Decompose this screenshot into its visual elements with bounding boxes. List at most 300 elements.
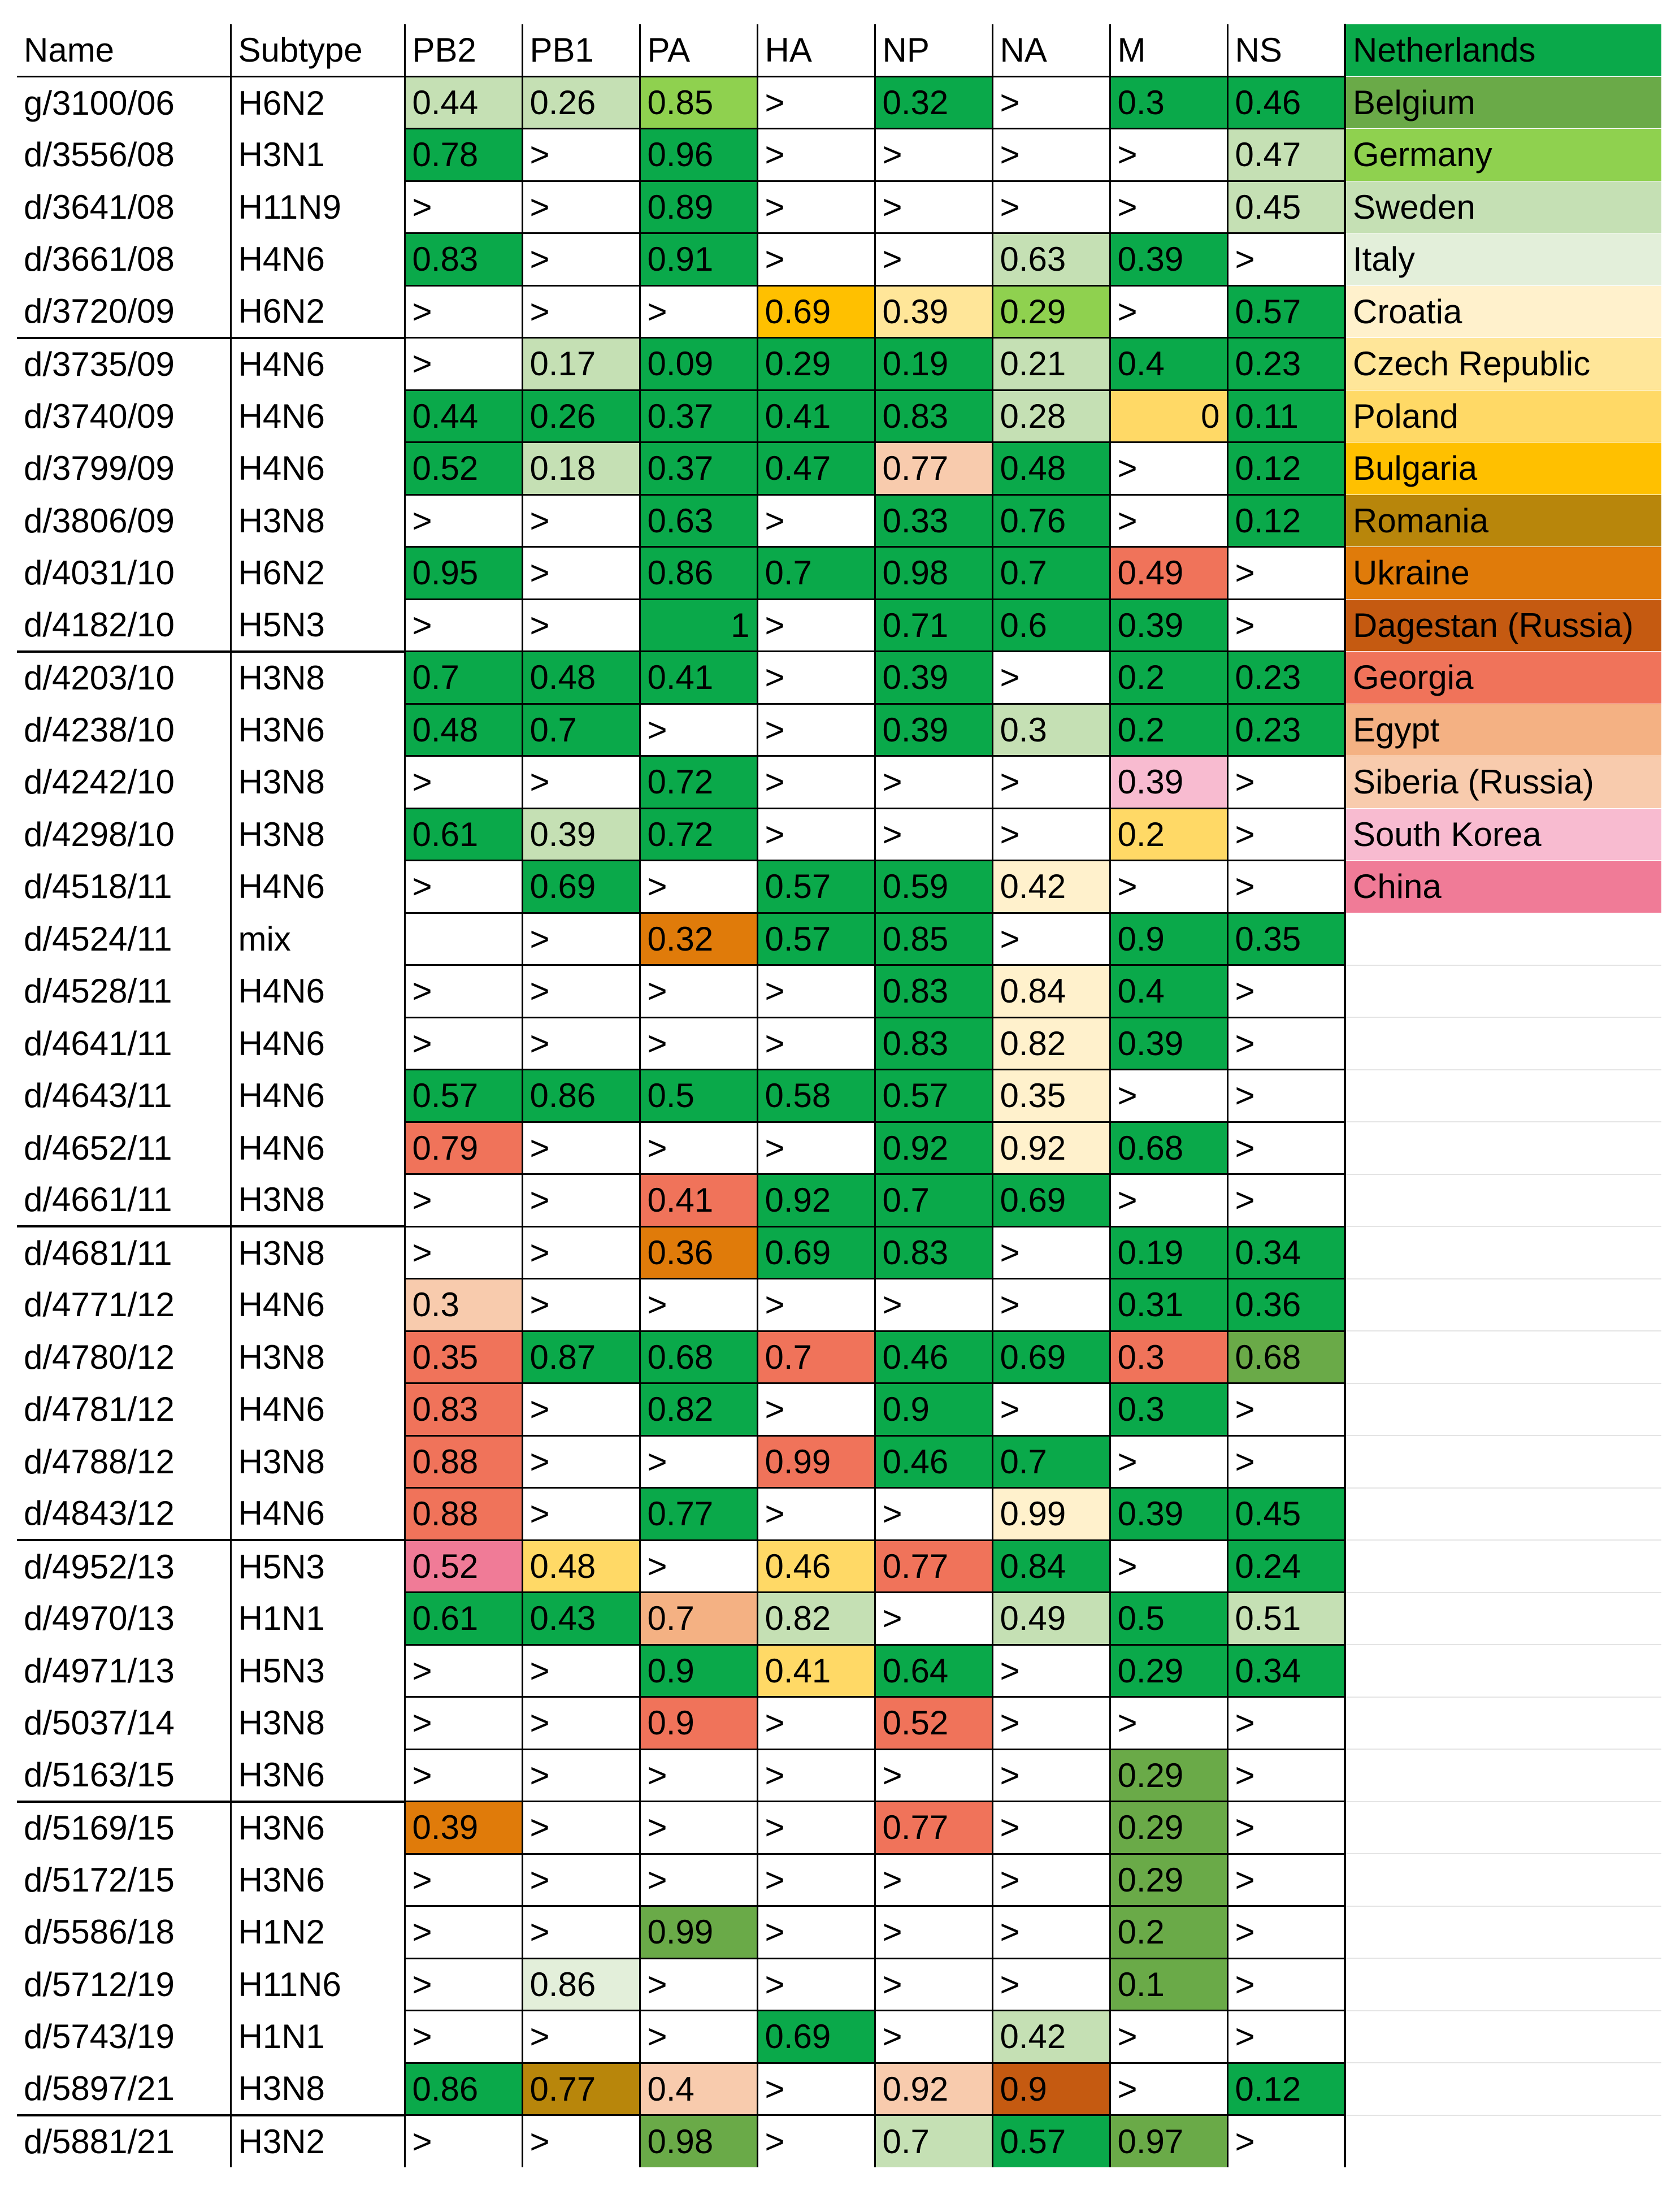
segment-cell: 0.84 (992, 1540, 1110, 1593)
segment-cell: > (757, 652, 875, 704)
row-subtype: H6N2 (231, 547, 405, 600)
row-subtype: H6N2 (231, 285, 405, 338)
row-subtype: H4N6 (231, 1122, 405, 1174)
table-row (17, 913, 1661, 965)
column-header: NP (875, 24, 992, 77)
row-name: d/4952/13 (17, 1540, 231, 1593)
segment-cell: 0.86 (640, 547, 757, 600)
segment-cell: 0.9 (640, 1697, 757, 1750)
column-header: PB2 (405, 24, 522, 77)
legend-entry: South Korea (1345, 808, 1661, 861)
segment-cell: > (640, 704, 757, 756)
segment-cell: > (640, 965, 757, 1018)
row-name: d/4242/10 (17, 756, 231, 809)
column-header: M (1110, 24, 1227, 77)
row-name: d/4661/11 (17, 1174, 231, 1227)
legend-blank (1345, 2011, 1661, 2063)
segment-cell: > (992, 652, 1110, 704)
segment-cell: 0.26 (522, 76, 640, 129)
table-row (17, 1174, 1661, 1227)
segment-cell: 0.7 (992, 547, 1110, 600)
segment-cell: > (522, 494, 640, 547)
segment-cell: 0.92 (875, 2063, 992, 2115)
segment-cell: 0.57 (875, 1070, 992, 1122)
segment-cell: 0.39 (405, 1802, 522, 1854)
row-subtype: H6N2 (231, 76, 405, 129)
segment-cell: > (1227, 1749, 1345, 1802)
legend-blank (1345, 1017, 1661, 1070)
segment-similarity-table (17, 24, 1661, 2167)
segment-cell: > (875, 1593, 992, 1645)
segment-cell: > (522, 1802, 640, 1854)
segment-cell: 0.83 (875, 390, 992, 443)
row-subtype: H3N8 (231, 1697, 405, 1750)
segment-cell: > (992, 129, 1110, 181)
segment-cell: 0.3 (1110, 1383, 1227, 1436)
segment-cell: 0.23 (1227, 338, 1345, 391)
segment-cell: 0.28 (992, 390, 1110, 443)
segment-cell: 0.91 (640, 233, 757, 286)
table-row (17, 704, 1661, 756)
legend-blank (1345, 1697, 1661, 1750)
segment-cell: 0.6 (992, 599, 1110, 652)
segment-cell: 0.44 (405, 390, 522, 443)
row-name: d/3661/08 (17, 233, 231, 286)
segment-cell: > (875, 1854, 992, 1906)
segment-cell: > (640, 1017, 757, 1070)
row-subtype: H1N1 (231, 1593, 405, 1645)
segment-cell: > (522, 285, 640, 338)
legend-entry: Czech Republic (1345, 338, 1661, 391)
segment-cell: 0.29 (1110, 1802, 1227, 1854)
segment-cell: > (405, 965, 522, 1018)
segment-cell: 0.68 (640, 1331, 757, 1383)
row-name: d/5743/19 (17, 2011, 231, 2063)
segment-cell: > (1227, 756, 1345, 809)
row-name: d/4971/13 (17, 1645, 231, 1697)
segment-cell: 0.84 (992, 965, 1110, 1018)
table-row (17, 2115, 1661, 2168)
row-name: d/5586/18 (17, 1906, 231, 1959)
legend-entry: China (1345, 861, 1661, 913)
segment-cell: > (1227, 1017, 1345, 1070)
segment-cell: > (522, 599, 640, 652)
row-subtype: H11N6 (231, 1958, 405, 2011)
table-row (17, 1226, 1661, 1279)
row-name: d/4843/12 (17, 1488, 231, 1541)
table-row (17, 1854, 1661, 1906)
table-row (17, 756, 1661, 809)
segment-cell: 0.51 (1227, 1593, 1345, 1645)
segment-cell: > (1227, 1174, 1345, 1227)
legend-blank (1345, 1435, 1661, 1488)
row-name: d/3799/09 (17, 443, 231, 495)
legend-blank (1345, 1540, 1661, 1593)
segment-cell: > (757, 1749, 875, 1802)
column-header: NA (992, 24, 1110, 77)
row-name: d/4970/13 (17, 1593, 231, 1645)
row-name: g/3100/06 (17, 76, 231, 129)
segment-cell: > (992, 76, 1110, 129)
segment-cell: 0.7 (640, 1593, 757, 1645)
segment-cell: 0.61 (405, 1593, 522, 1645)
segment-cell: 0.09 (640, 338, 757, 391)
legend-blank (1345, 1331, 1661, 1383)
segment-cell: 0.58 (757, 1070, 875, 1122)
segment-cell: 0.77 (875, 1802, 992, 1854)
segment-cell: 0.82 (757, 1593, 875, 1645)
table-row (17, 1749, 1661, 1802)
segment-cell: 0.69 (757, 285, 875, 338)
segment-cell: 0.48 (522, 652, 640, 704)
segment-cell: 0.4 (1110, 338, 1227, 391)
row-subtype: H4N6 (231, 965, 405, 1018)
segment-cell: > (640, 1958, 757, 2011)
segment-cell: > (875, 1958, 992, 2011)
segment-cell: 0.49 (992, 1593, 1110, 1645)
segment-cell: > (640, 2011, 757, 2063)
segment-cell: 0.72 (640, 756, 757, 809)
row-subtype: H3N6 (231, 1854, 405, 1906)
table-row (17, 1383, 1661, 1436)
segment-cell: 0.57 (992, 2115, 1110, 2168)
row-subtype: H3N6 (231, 704, 405, 756)
segment-cell: > (1110, 181, 1227, 233)
segment-cell: > (405, 1958, 522, 2011)
segment-cell: 0.7 (992, 1435, 1110, 1488)
segment-cell: 0.83 (875, 1017, 992, 1070)
row-subtype: H3N8 (231, 494, 405, 547)
segment-cell: > (522, 1854, 640, 1906)
row-name: d/3720/09 (17, 285, 231, 338)
segment-cell: > (875, 808, 992, 861)
segment-cell: 0.83 (405, 233, 522, 286)
segment-cell: 0.69 (757, 2011, 875, 2063)
segment-cell: > (522, 1279, 640, 1331)
table-row (17, 76, 1661, 129)
segment-cell: > (640, 285, 757, 338)
segment-cell: > (1227, 547, 1345, 600)
segment-cell: 0.5 (640, 1070, 757, 1122)
legend-blank (1345, 1854, 1661, 1906)
segment-cell: > (1110, 1540, 1227, 1593)
legend-blank (1345, 1802, 1661, 1854)
segment-cell: 0.18 (522, 443, 640, 495)
segment-cell: 0.82 (992, 1017, 1110, 1070)
row-name: d/5037/14 (17, 1697, 231, 1750)
table-row (17, 1593, 1661, 1645)
segment-cell: 0.32 (640, 913, 757, 965)
segment-cell: 0.69 (522, 861, 640, 913)
segment-cell: 0.3 (1110, 1331, 1227, 1383)
row-subtype: H5N3 (231, 1645, 405, 1697)
segment-cell: 0.41 (757, 390, 875, 443)
segment-cell: > (757, 76, 875, 129)
column-header: NS (1227, 24, 1345, 77)
legend-blank (1345, 1383, 1661, 1436)
legend-blank (1345, 1593, 1661, 1645)
segment-cell: 0.4 (1110, 965, 1227, 1018)
segment-cell: > (640, 861, 757, 913)
legend-entry: Romania (1345, 494, 1661, 547)
segment-cell: > (757, 233, 875, 286)
legend-entry: Siberia (Russia) (1345, 756, 1661, 809)
segment-cell: > (1227, 2115, 1345, 2168)
row-name: d/4031/10 (17, 547, 231, 600)
segment-cell: 0.34 (1227, 1645, 1345, 1697)
segment-cell: 0.88 (405, 1435, 522, 1488)
segment-cell: 0.32 (875, 76, 992, 129)
segment-cell: > (992, 1802, 1110, 1854)
row-subtype: H4N6 (231, 233, 405, 286)
header-row (17, 24, 1661, 77)
segment-cell: 0.98 (640, 2115, 757, 2168)
segment-cell: 0.69 (992, 1331, 1110, 1383)
segment-cell: > (405, 599, 522, 652)
row-subtype: H4N6 (231, 1070, 405, 1122)
segment-cell: 0.86 (522, 1070, 640, 1122)
segment-cell: 0.57 (757, 913, 875, 965)
segment-cell: 0.7 (757, 1331, 875, 1383)
segment-cell: > (757, 756, 875, 809)
segment-cell: 0.46 (875, 1331, 992, 1383)
segment-cell: > (640, 1279, 757, 1331)
table-row (17, 599, 1661, 652)
table-row (17, 861, 1661, 913)
segment-cell: 0.29 (992, 285, 1110, 338)
segment-cell: 0.7 (757, 547, 875, 600)
segment-cell: 0.42 (992, 861, 1110, 913)
segment-cell: 0.19 (1110, 1226, 1227, 1279)
segment-cell: > (875, 181, 992, 233)
row-subtype: H3N8 (231, 756, 405, 809)
segment-cell: 0.96 (640, 129, 757, 181)
table-row (17, 1802, 1661, 1854)
segment-cell: > (875, 233, 992, 286)
segment-cell: 0.63 (992, 233, 1110, 286)
segment-cell: 0.26 (522, 390, 640, 443)
row-name: d/4771/12 (17, 1279, 231, 1331)
segment-cell: 0.23 (1227, 652, 1345, 704)
segment-cell: > (1110, 2011, 1227, 2063)
segment-cell: 0.45 (1227, 1488, 1345, 1541)
segment-cell: 0.36 (1227, 1279, 1345, 1331)
legend-entry: Croatia (1345, 285, 1661, 338)
segment-cell: 0.48 (405, 704, 522, 756)
segment-cell: 0.29 (1110, 1645, 1227, 1697)
legend-entry: Georgia (1345, 652, 1661, 704)
segment-cell: 0.2 (1110, 808, 1227, 861)
segment-cell: > (875, 1906, 992, 1959)
column-header: PA (640, 24, 757, 77)
segment-cell: > (405, 494, 522, 547)
segment-cell: > (522, 1645, 640, 1697)
segment-cell: 0.41 (757, 1645, 875, 1697)
segment-cell: > (757, 181, 875, 233)
row-name: d/4681/11 (17, 1226, 231, 1279)
segment-cell: 0.39 (1110, 1488, 1227, 1541)
segment-cell: 0.57 (1227, 285, 1345, 338)
segment-cell: 0.12 (1227, 2063, 1345, 2115)
segment-cell: > (757, 1906, 875, 1959)
table-row (17, 1279, 1661, 1331)
table-row (17, 1540, 1661, 1593)
segment-cell: 0.46 (1227, 76, 1345, 129)
legend-blank (1345, 1749, 1661, 1802)
row-subtype: H3N1 (231, 129, 405, 181)
segment-cell: > (522, 1122, 640, 1174)
segment-cell: 0.2 (1110, 704, 1227, 756)
segment-cell: > (757, 704, 875, 756)
row-name: d/4780/12 (17, 1331, 231, 1383)
segment-cell: > (522, 1383, 640, 1436)
table-row (17, 652, 1661, 704)
segment-cell: 0.41 (640, 652, 757, 704)
table-row (17, 494, 1661, 547)
segment-cell: 0.7 (522, 704, 640, 756)
segment-cell: > (405, 181, 522, 233)
row-subtype: H1N1 (231, 2011, 405, 2063)
segment-cell: > (405, 338, 522, 391)
row-name: d/4528/11 (17, 965, 231, 1018)
legend-blank (1345, 1226, 1661, 1279)
segment-cell: 0.69 (992, 1174, 1110, 1227)
segment-cell: 0.72 (640, 808, 757, 861)
legend-blank (1345, 1122, 1661, 1174)
segment-cell: 0.69 (757, 1226, 875, 1279)
segment-cell: > (992, 1279, 1110, 1331)
row-subtype: H3N8 (231, 1226, 405, 1279)
row-subtype: H4N6 (231, 338, 405, 391)
segment-cell: 0.34 (1227, 1226, 1345, 1279)
segment-cell: > (405, 1906, 522, 1959)
segment-cell: > (640, 1122, 757, 1174)
segment-cell: > (1227, 1697, 1345, 1750)
table-row (17, 1645, 1661, 1697)
table-row (17, 129, 1661, 181)
segment-cell: > (1110, 285, 1227, 338)
segment-cell: 0.89 (640, 181, 757, 233)
segment-cell: > (757, 1488, 875, 1541)
row-subtype: H4N6 (231, 390, 405, 443)
segment-cell: > (992, 1226, 1110, 1279)
segment-cell: 0.37 (640, 443, 757, 495)
segment-cell: > (640, 1435, 757, 1488)
segment-cell: 0.43 (522, 1593, 640, 1645)
segment-cell: 0.77 (875, 1540, 992, 1593)
segment-cell: > (757, 129, 875, 181)
segment-cell: 0.4 (640, 2063, 757, 2115)
row-subtype: H4N6 (231, 861, 405, 913)
segment-cell: > (640, 1540, 757, 1593)
segment-cell: 0.9 (875, 1383, 992, 1436)
row-subtype: H3N8 (231, 808, 405, 861)
legend-blank (1345, 1645, 1661, 1697)
segment-cell: 0.41 (640, 1174, 757, 1227)
segment-cell: 0.7 (405, 652, 522, 704)
table-row (17, 1906, 1661, 1959)
segment-cell: > (522, 1174, 640, 1227)
segment-cell: 0.39 (1110, 1017, 1227, 1070)
legend-blank (1345, 1174, 1661, 1227)
segment-cell: 0.37 (640, 390, 757, 443)
row-subtype: H3N2 (231, 2115, 405, 2168)
segment-cell: 0.42 (992, 2011, 1110, 2063)
row-subtype: H5N3 (231, 599, 405, 652)
segment-cell: > (522, 1697, 640, 1750)
table-row (17, 285, 1661, 338)
segment-cell: 0.44 (405, 76, 522, 129)
segment-cell: > (640, 1854, 757, 1906)
row-name: d/4643/11 (17, 1070, 231, 1122)
segment-cell: 0.45 (1227, 181, 1345, 233)
segment-cell: 0.48 (992, 443, 1110, 495)
segment-cell: 1 (640, 599, 757, 652)
segment-cell: 0.82 (640, 1383, 757, 1436)
segment-cell: > (757, 1017, 875, 1070)
legend-blank (1345, 1488, 1661, 1541)
segment-cell: > (875, 2011, 992, 2063)
segment-cell: > (757, 1279, 875, 1331)
segment-cell: > (1110, 443, 1227, 495)
segment-cell: 0.52 (405, 1540, 522, 1593)
row-name: d/4203/10 (17, 652, 231, 704)
segment-cell: 0.83 (405, 1383, 522, 1436)
segment-cell: > (405, 861, 522, 913)
segment-cell: > (522, 181, 640, 233)
segment-cell: 0.78 (405, 129, 522, 181)
segment-cell: 0.3 (992, 704, 1110, 756)
segment-cell: 0.85 (875, 913, 992, 965)
segment-cell: > (1110, 1174, 1227, 1227)
row-name: d/3641/08 (17, 181, 231, 233)
segment-cell: 0.97 (1110, 2115, 1227, 2168)
segment-cell: > (1227, 233, 1345, 286)
legend-blank (1345, 913, 1661, 965)
segment-cell: 0.39 (1110, 233, 1227, 286)
row-name: d/3556/08 (17, 129, 231, 181)
segment-cell: 0.12 (1227, 494, 1345, 547)
segment-cell: > (405, 1697, 522, 1750)
segment-cell: 0.9 (1110, 913, 1227, 965)
segment-cell: 0.85 (640, 76, 757, 129)
segment-cell: 0.59 (875, 861, 992, 913)
segment-cell: > (757, 1697, 875, 1750)
segment-cell: > (522, 1906, 640, 1959)
segment-cell: > (405, 1854, 522, 1906)
segment-cell: 0.33 (875, 494, 992, 547)
segment-cell: > (1110, 1435, 1227, 1488)
segment-cell: 0.86 (405, 2063, 522, 2115)
row-subtype: H3N8 (231, 1331, 405, 1383)
row-name: d/4238/10 (17, 704, 231, 756)
segment-cell: > (992, 1697, 1110, 1750)
row-subtype: H3N6 (231, 1802, 405, 1854)
segment-cell: > (522, 1749, 640, 1802)
segment-cell: > (522, 2115, 640, 2168)
segment-cell: 0.79 (405, 1122, 522, 1174)
segment-cell: > (405, 2115, 522, 2168)
segment-cell: 0.36 (640, 1226, 757, 1279)
table-row (17, 1488, 1661, 1541)
segment-cell: > (405, 285, 522, 338)
segment-cell: 0.5 (1110, 1593, 1227, 1645)
segment-cell: > (1110, 861, 1227, 913)
segment-cell: > (1110, 1070, 1227, 1122)
table-row (17, 390, 1661, 443)
segment-cell: > (992, 808, 1110, 861)
segment-cell: > (1227, 1435, 1345, 1488)
